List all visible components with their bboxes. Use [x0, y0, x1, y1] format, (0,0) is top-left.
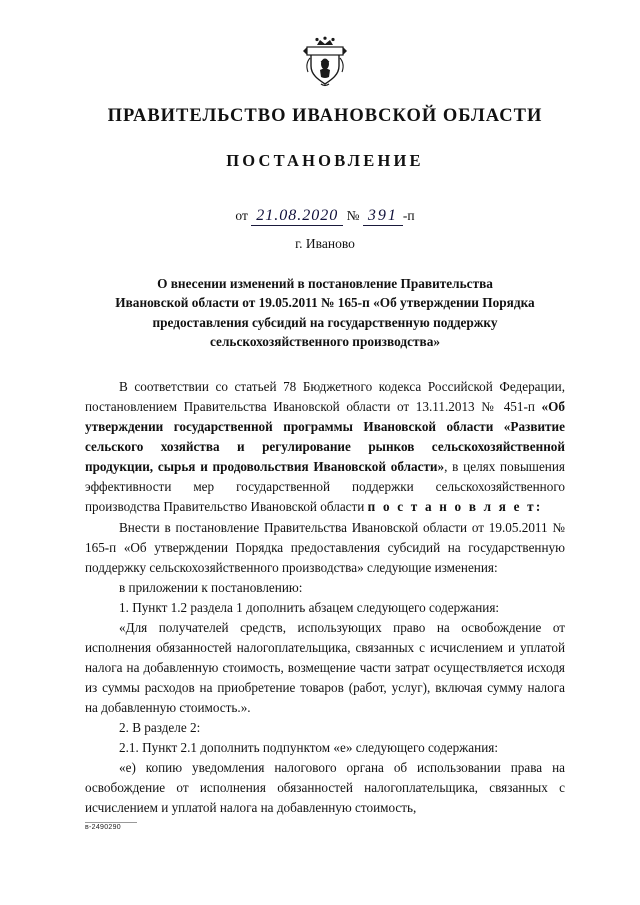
body-text-run: 2.1. Пункт 2.1 дополнить подпунктом «е» следующего содержания:: [119, 740, 498, 756]
coat-of-arms-icon: [297, 34, 353, 90]
dateline: [85, 207, 565, 229]
body-text-run: в приложении к постановлению:: [119, 579, 303, 595]
city-line: г. Иваново: [295, 236, 355, 251]
document-body: [85, 377, 565, 818]
government-title: ПРАВИТЕЛЬСТВО ИВАНОВСКОЙ ОБЛАСТИ: [107, 106, 543, 126]
subject-line: О внесении изменений в постановление Правительства: [157, 276, 493, 291]
subject-line: предоставления субсидий на государственную поддержку: [152, 314, 498, 330]
emblem-container: [85, 34, 565, 92]
body-text-run: «Об утверждении государственной программы Ивановской области «Развитие сельского хозяйства и регулирование рынков сельскохозяйственной продукции, сырья и продовольствия Ивановской области»: [85, 399, 565, 475]
body-paragraph: [85, 578, 565, 598]
body-text-run: В соответствии со статьей 78 Бюджетного кодекса Российской Федерации, постановлением Правительства Ивановской области от 13.11.2013 № 451-п: [85, 379, 565, 415]
body-paragraph: [85, 618, 565, 718]
body-text-run: «е) копию уведомления налогового органа об использовании права на освобождение от исполнения обязанностей налогоплательщика, связанных с исчислением и уплатой налога на добавленную стоимость,: [85, 760, 565, 816]
body-text-run: п о с т а н о в л я е т:: [367, 499, 543, 515]
body-paragraph: [85, 598, 565, 618]
body-text-run: Внести в постановление Правительства Ивановской области от 19.05.2011 № 165-п «Об утверждении Порядка предоставления субсидий на государственную поддержку сельскохозяйственного производства» следующие изменения:: [85, 519, 565, 575]
dateline-number-suffix: -п: [402, 208, 415, 223]
dateline-number-value: 391: [363, 207, 403, 226]
body-text-run: «Для получателей средств, использующих право на освобождение от исполнения обязанностей налогоплательщика, связанных с исчислением и уплатой налога на добавленную стоимость, возмещение части затрат осуществляется исходя из суммы расходов на приобретение товаров (работ, услуг), включая сумму налога на добавленную стоимость.».: [85, 619, 565, 716]
body-paragraph: [85, 738, 565, 758]
dateline-from-label: от: [235, 208, 248, 223]
body-text-run: 2. В разделе 2:: [119, 720, 201, 736]
dateline-date-value: 21.08.2020: [251, 207, 343, 226]
body-paragraph: [85, 758, 565, 818]
footer-barcode-number: в-2490290: [85, 822, 137, 831]
body-text-run: 1. Пункт 1.2 раздела 1 дополнить абзацем следующего содержания:: [119, 599, 500, 615]
subject-line: Ивановской области от 19.05.2011 № 165-п «Об утверждении Порядка: [115, 295, 535, 311]
document-subject: [85, 274, 565, 351]
document-content: [85, 0, 565, 818]
body-paragraph: [85, 518, 565, 578]
dateline-number-label: №: [346, 208, 360, 223]
subject-line: сельскохозяйственного производства»: [209, 333, 441, 349]
body-paragraph: [85, 718, 565, 738]
body-text-run: , в целях повышения эффективности мер государственной поддержки сельскохозяйственного производства Правительство Ивановской области: [85, 459, 565, 515]
document-type-heading: ПОСТАНОВЛЕНИЕ: [226, 151, 424, 170]
body-paragraph: [85, 377, 565, 517]
